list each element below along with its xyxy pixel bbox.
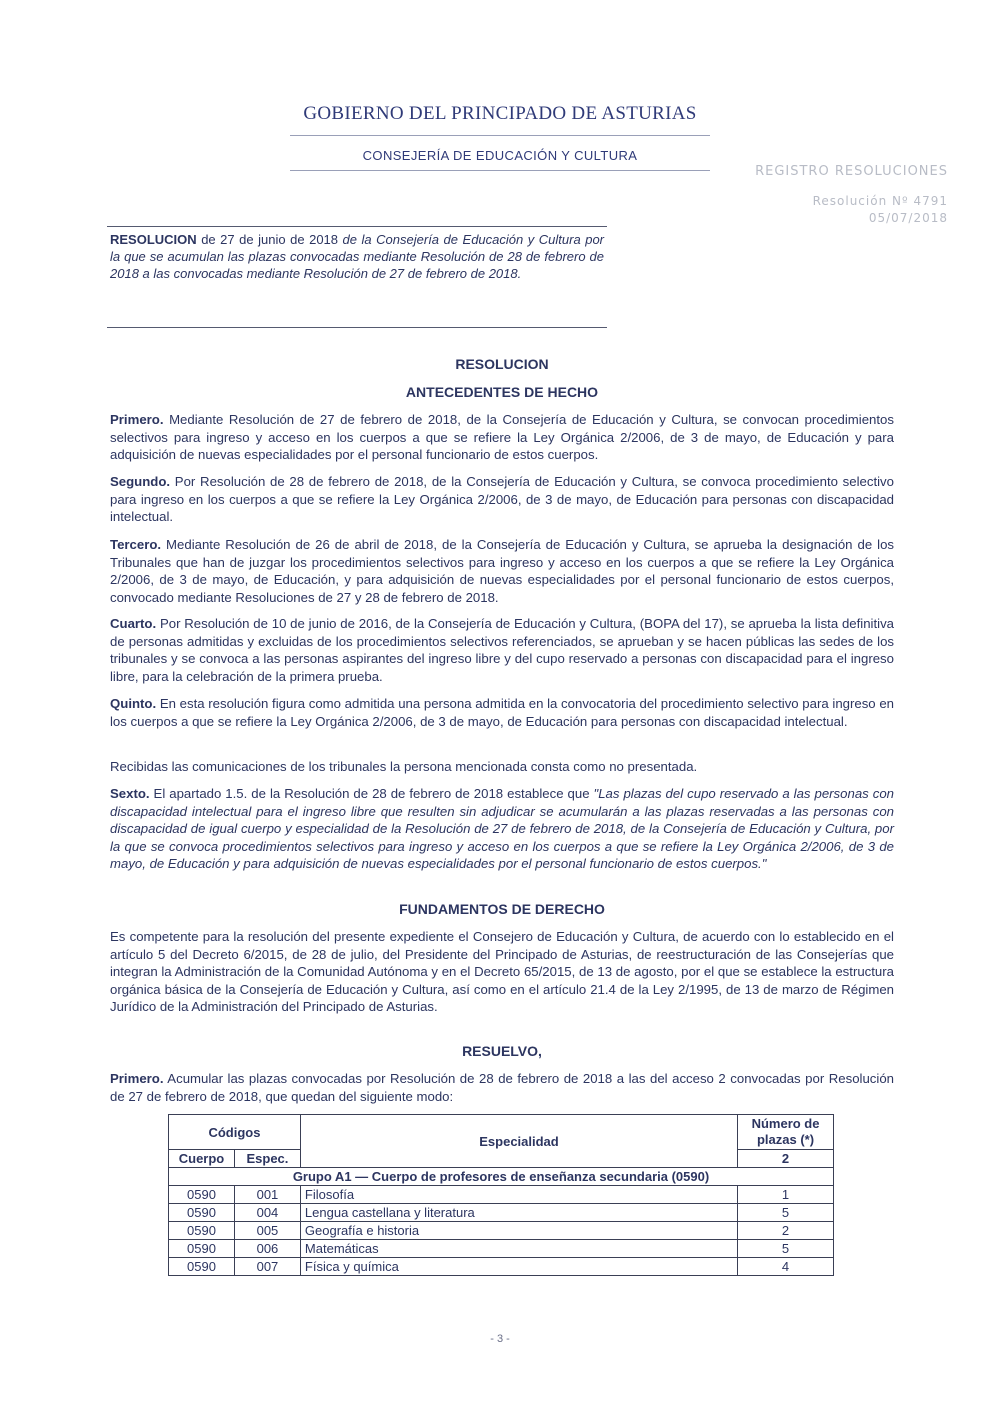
resolution-summary-label: RESOLUCION — [110, 232, 197, 247]
cell-plazas: 2 — [738, 1222, 834, 1240]
antecedente-primero-text: Mediante Resolución de 27 de febrero de 2018, de la Consejería de Educación y Cultura, se convocan procedimientos selectivos para ingreso y acceso en los cuerpos a que se refiere la Ley Orgánica 2/2006, de 3 de mayo, de Educación y para adquisición de nuevas especialidades por el personal funcionario de estos cuerpos. — [110, 412, 894, 463]
group-label: Grupo A1 — Cuerpo de profesores de enseñanza secundaria (0590) — [169, 1168, 834, 1186]
table-row — [169, 1204, 834, 1222]
summary-bottom-rule — [107, 327, 607, 328]
antecedente-quinto — [110, 695, 894, 730]
cell-cuerpo: 0590 — [169, 1240, 235, 1258]
cell-cuerpo: 0590 — [169, 1186, 235, 1204]
antecedente-segundo — [110, 473, 894, 526]
resolution-summary-date: de 27 de junio de 2018 — [196, 232, 343, 247]
cell-especialidad: Geografía e historia — [300, 1222, 737, 1240]
antecedente-sexto — [110, 785, 894, 873]
cell-especialidad: Matemáticas — [300, 1240, 737, 1258]
antecedente-tercero-text: Mediante Resolución de 26 de abril de 2018, de la Consejería de Educación y Cultura, se aprueba la designación de los Tribunales que han de juzgar los procedimientos selectivos para ingreso y acceso en los cuerpos a que se refiere la Ley Orgánica 2/2006, de 3 de mayo, de Educación, y para adquisición de nuevas especialidades por el personal funcionario de estos cuerpos, convocado mediante Resoluciones de 27 y 28 de febrero de 2018. — [110, 537, 894, 605]
antecedente-tercero-label: Tercero. — [110, 537, 162, 552]
cell-plazas: 5 — [738, 1204, 834, 1222]
table-row — [169, 1186, 834, 1204]
table-row — [169, 1240, 834, 1258]
registry-stamp-date: 05/07/2018 — [868, 211, 948, 225]
cell-plazas: 1 — [738, 1186, 834, 1204]
plazas-table — [168, 1114, 834, 1276]
summary-top-rule — [107, 226, 607, 227]
antecedente-cuarto-label: Cuarto. — [110, 616, 157, 631]
page-number: - 3 - — [490, 1333, 510, 1345]
header-divider — [290, 170, 710, 171]
antecedente-segundo-label: Segundo. — [110, 474, 171, 489]
header-acceso: 2 — [738, 1150, 834, 1168]
cell-espec: 004 — [234, 1204, 300, 1222]
antecedente-cuarto — [110, 615, 894, 685]
cell-cuerpo: 0590 — [169, 1204, 235, 1222]
header-divider — [290, 135, 710, 136]
table-row — [169, 1222, 834, 1240]
antecedente-segundo-text: Por Resolución de 28 de febrero de 2018, de la Consejería de Educación y Cultura, se convoca procedimiento selectivo para ingreso en los cuerpos a que se refiere la Ley Orgánica 2/2006, de 3 de mayo, de Educación para personas con discapacidad intelectual. — [110, 474, 894, 525]
antecedente-sexto-label: Sexto. — [110, 786, 150, 801]
organization-title: GOBIERNO DEL PRINCIPADO DE ASTURIAS — [303, 103, 697, 124]
header-numero-plazas: Número de plazas (*) — [738, 1115, 834, 1150]
cell-especialidad: Filosofía — [300, 1186, 737, 1204]
antecedente-tercero — [110, 536, 894, 606]
registry-stamp-number: Resolución Nº 4791 — [812, 194, 948, 208]
antecedentes-heading: ANTECEDENTES DE HECHO — [405, 384, 599, 400]
fundamentos-text: Es competente para la resolución del presente expediente el Consejero de Educación y Cultura, de acuerdo con lo establecido en el artículo 5 del Decreto 6/2015, de 28 de julio, del Presidente del Principado de Asturias, de reestructuración de las Consejerías que integran la Administración de la Comunidad Autónoma y en el Decreto 65/2015, de 13 de agosto, por el que se establece la estructura orgánica básica de la Consejería de Educación y Cultura, así como en el artículo 21.4 de la Ley 2/1995, de 13 de marzo de Régimen Jurídico de la Administración del Principado de Asturias. — [110, 929, 894, 1015]
cell-plazas: 4 — [738, 1258, 834, 1276]
header-espec: Espec. — [234, 1150, 300, 1168]
antecedente-cuarto-text: Por Resolución de 10 de junio de 2016, de la Consejería de Educación y Cultura, (BOPA del 17), se aprueba la lista definitiva de personas admitidas y excluidas de los procedimientos selectivos referenciados, se aprueban y se hacen públicas las sedes de los tribunales y se convoca a las personas aspirantes del ingreso libre y del cupo reservado a personas con discapacidad para el ingreso libre, para la celebración de la primera prueba. — [110, 616, 894, 684]
cell-espec: 006 — [234, 1240, 300, 1258]
department-subtitle: CONSEJERÍA DE EDUCACIÓN Y CULTURA — [362, 148, 638, 163]
resuelvo-primero-text: Acumular las plazas convocadas por Resolución de 28 de febrero de 2018 a las del acceso 2 convocadas por Resolución de 27 de febrero de 2018, que quedan del siguiente modo: — [110, 1071, 894, 1104]
header-especialidad: Especialidad — [300, 1115, 737, 1168]
antecedente-quinto-text: En esta resolución figura como admitida una persona admitida en la convocatoria del procedimiento selectivo para ingreso en los cuerpos a que se refiere la Ley Orgánica 2/2006, de 3 de mayo, de Educación para personas con discapacidad intelectual. — [110, 696, 894, 729]
antecedente-recibidas: Recibidas las comunicaciones de los tribunales la persona mencionada consta como no presentada. — [110, 759, 698, 774]
cell-espec: 007 — [234, 1258, 300, 1276]
antecedente-primero-label: Primero. — [110, 412, 164, 427]
table-row — [169, 1258, 834, 1276]
header-codigos: Códigos — [169, 1115, 301, 1150]
cell-espec: 001 — [234, 1186, 300, 1204]
fundamentos-heading: FUNDAMENTOS DE DERECHO — [399, 901, 605, 917]
main-heading: RESOLUCION — [455, 356, 549, 372]
cell-especialidad: Física y química — [300, 1258, 737, 1276]
table-header-row — [169, 1115, 834, 1150]
antecedente-primero — [110, 411, 894, 464]
antecedente-sexto-quote: "Las plazas del cupo reservado a las personas con discapacidad intelectual para el ingreso libre que resulten sin adjudicar se acumularán a las plazas reservadas a las personas con discapacidad de igual cuerpo y especialidad de la Resolución de 27 de febrero de 2018, de la Consejería de Educación y Cultura, por la que se convoca procedimientos selectivos para ingreso y acceso en los cuerpos a que se refiere la Ley Orgánica 2/2006, de 3 de mayo, de Educación y para adquisición de nuevas especialidades por el personal funcionario de estos cuerpos." — [110, 786, 894, 872]
resuelvo-heading: RESUELVO, — [462, 1043, 542, 1059]
antecedente-sexto-text: El apartado 1.5. de la Resolución de 28 de febrero de 2018 establece que — [149, 786, 594, 801]
resuelvo-primero — [110, 1070, 894, 1105]
resuelvo-primero-label: Primero. — [110, 1071, 164, 1086]
cell-especialidad: Lengua castellana y literatura — [300, 1204, 737, 1222]
cell-cuerpo: 0590 — [169, 1222, 235, 1240]
cell-cuerpo: 0590 — [169, 1258, 235, 1276]
registry-stamp-title: REGISTRO RESOLUCIONES — [755, 164, 948, 179]
table-group-row — [169, 1168, 834, 1186]
antecedente-quinto-label: Quinto. — [110, 696, 157, 711]
cell-plazas: 5 — [738, 1240, 834, 1258]
resolution-summary — [110, 231, 604, 282]
cell-espec: 005 — [234, 1222, 300, 1240]
resolution-summary-subject: de la Consejería de Educación y Cultura por la que se acumulan las plazas convocadas mediante Resolución de 28 de febrero de 2018 a las convocadas mediante Resolución de 27 de febrero de 2018. — [110, 232, 604, 281]
header-cuerpo: Cuerpo — [169, 1150, 235, 1168]
